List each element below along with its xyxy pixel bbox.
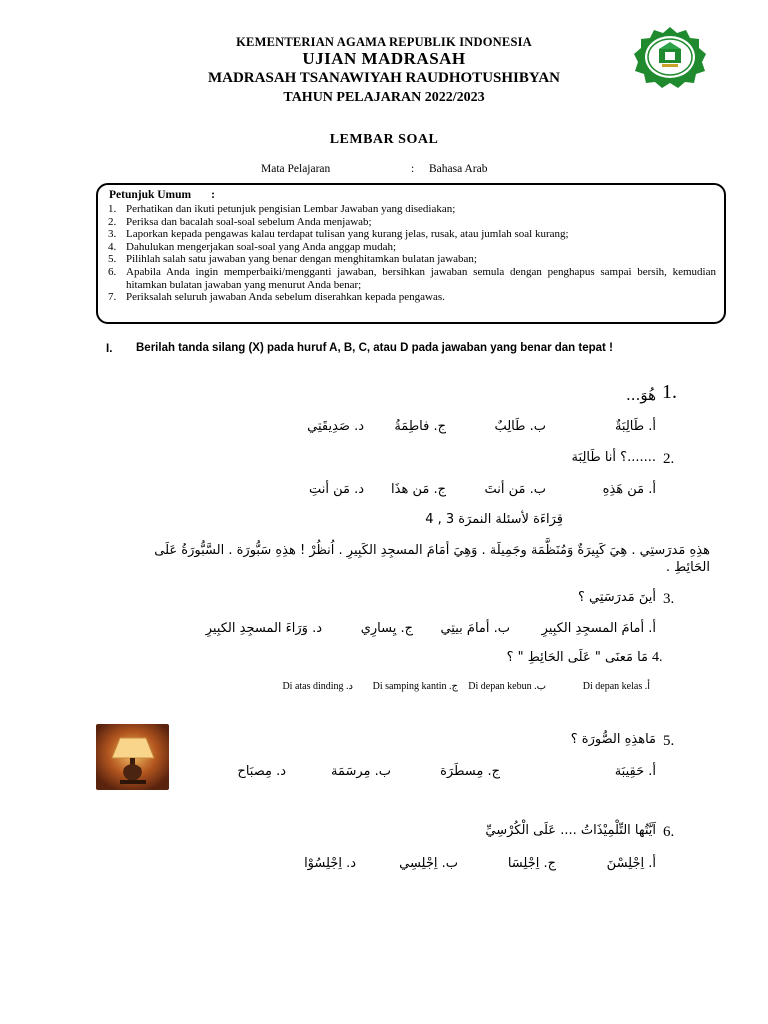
answer-option[interactable]: ب. مِرسَمَة [330,764,391,779]
subject-value: Bahasa Arab [429,163,488,175]
answer-option[interactable]: د. مِصبَاح [237,764,286,779]
subject-colon: : [411,163,415,175]
instruction-number: 4. [108,240,117,253]
question-number: 5. [663,733,675,749]
question-text: أينَ مَدرَسَتِي ؟ [577,590,656,605]
question-text: .......؟ أنا طَالِبَة [571,450,656,465]
subject-label: Mata Pelajaran [261,163,331,175]
question-text: اَيَّتُها التِّلْمِيْذَاتُ .... عَلَى الْكُرْسِيِّ [485,823,656,838]
instructions-list [108,203,716,304]
instruction-text: Pilihlah salah satu jawaban yang benar dengan menghitamkan bulatan jawaban; [126,253,477,266]
instructions-title-text: Petunjuk Umum [109,189,192,201]
instruction-number: 7. [108,291,117,304]
sheet-title: LEMBAR SOAL [329,132,439,147]
instruction-text: Perhatikan dan ikuti petunjuk pengisian Lembar Jawaban yang disediakan; [126,203,456,215]
instruction-item [108,203,716,216]
question-text: مَاهذِهِ الصُّورَة ؟ [570,732,656,747]
ministry-heading: KEMENTERIAN AGAMA REPUBLIK INDONESIA [236,35,532,49]
year-heading: TAHUN PELAJARAN 2022/2023 [283,90,485,105]
reading-passage-line1: هذِهِ مَدرَستِي . هِيَ كَبِيرَةٌ وَمُنَظَّمَة وجَمِيلَة . وَهِيَ أمَامَ المسجِدِ الكَبِيرِ . اُنظُرْ ! هذِهِ سَبُّورَة . السَّبُّورَةُ عَلَى [154,543,710,558]
instruction-number: 2. [108,215,117,228]
instructions-title-colon: : [211,189,215,201]
answer-option[interactable]: د. وَرَاءَ المسجِدِ الكبِيرِ [205,621,322,636]
question-number: 4. [652,650,663,665]
instruction-item [108,253,716,266]
answer-option[interactable]: ج. مِسطَرَة [440,764,500,779]
instruction-number: 3. [108,228,117,241]
answer-option[interactable]: د. مَن أنتِ [308,482,364,497]
school-logo-icon [632,26,708,88]
section-number: I. [106,343,113,355]
answer-option[interactable]: ج. مَن هذَا [391,482,446,497]
answer-option[interactable]: ب. اِجْلِسِي [399,856,458,871]
answer-option[interactable]: ب. أمامَ بيتِي [440,621,510,636]
answer-option[interactable]: د. صَدِيقَتِي [307,419,364,434]
question-text: مَا مَعنَى " عَلَى الحَائِطِ " ؟ [506,650,648,665]
instructions-title [109,189,215,201]
instruction-item [108,228,716,241]
answer-option[interactable]: ب. مَن أنتَ [484,482,546,497]
instruction-item [108,241,716,254]
answer-option[interactable]: ج. اِجْلِسَا [507,856,556,871]
instruction-number: 6. [108,265,117,278]
instructions-box [96,183,726,324]
lamp-image [96,724,169,790]
answer-option[interactable]: أ. حَقِيبَة [614,764,656,779]
instruction-text: Dahulukan mengerjakan soal-soal yang Anda anggap mudah; [126,240,397,253]
answer-option[interactable]: ب. طَالِبٌ [494,419,546,434]
question-number: 3. [663,591,675,607]
answer-option[interactable]: أ. Di depan kelas [582,681,650,692]
reading-passage-line2: الحَائِطِ . [665,560,710,575]
instruction-item [108,216,716,229]
exam-heading: UJIAN MADRASAH [302,49,466,68]
answer-option[interactable]: ج. Di samping kantin [372,681,458,692]
school-heading: MADRASAH TSANAWIYAH RAUDHOTUSHIBYAN [207,70,560,86]
answer-option[interactable]: د. Di atas dinding [282,681,353,692]
answer-option[interactable]: ب. Di depan kebun [468,681,546,692]
answer-option[interactable]: أ. طَالِبَةٌ [614,419,656,434]
answer-option[interactable]: أ. اِجْلِسْنَ [606,856,656,871]
section-instruction: Berilah tanda silang (X) pada huruf A, B, C, atau D pada jawaban yang benar dan tepat ! [136,342,613,354]
instruction-text: Apabila Anda ingin memperbaiki/mengganti jawaban, bersihkan jawaban semula dengan penghapus sampai bersih, kemudian hitamkan bulatan jawaban yang menurut Anda benar; [126,265,716,291]
question-text: هُوَ... [626,386,656,404]
question-number: 2. [663,451,675,467]
answer-option[interactable]: ج. يِسارِي [360,621,413,636]
instruction-number: 1. [108,203,117,215]
answer-option[interactable]: أ. مَن هَذِهِ [602,482,656,497]
instruction-text: Periksalah seluruh jawaban Anda sebelum diserahkan kepada pengawas. [126,291,445,304]
reading-heading: قِرَاءَة لأسئلة النمرَة 3 , 4 [425,512,563,527]
answer-option[interactable]: د. اِجْلِسُوْا [304,856,356,871]
question-number: 6. [663,824,675,840]
question-number: 1. [662,381,677,403]
instruction-text: Laporkan kepada pengawas kalau terdapat tulisan yang kurang jelas, rusak, atau jumlah soal kurang; [126,228,569,241]
instruction-text: Periksa dan bacalah soal-soal sebelum Anda menjawab; [126,215,372,228]
instruction-number: 5. [108,253,117,266]
answer-option[interactable]: ج. فاطِمَةُ [394,419,446,434]
instruction-item [108,291,716,304]
answer-option[interactable]: أ. أمامَ المسجِدِ الكبِيرِ [541,621,656,636]
instruction-item [108,266,716,291]
